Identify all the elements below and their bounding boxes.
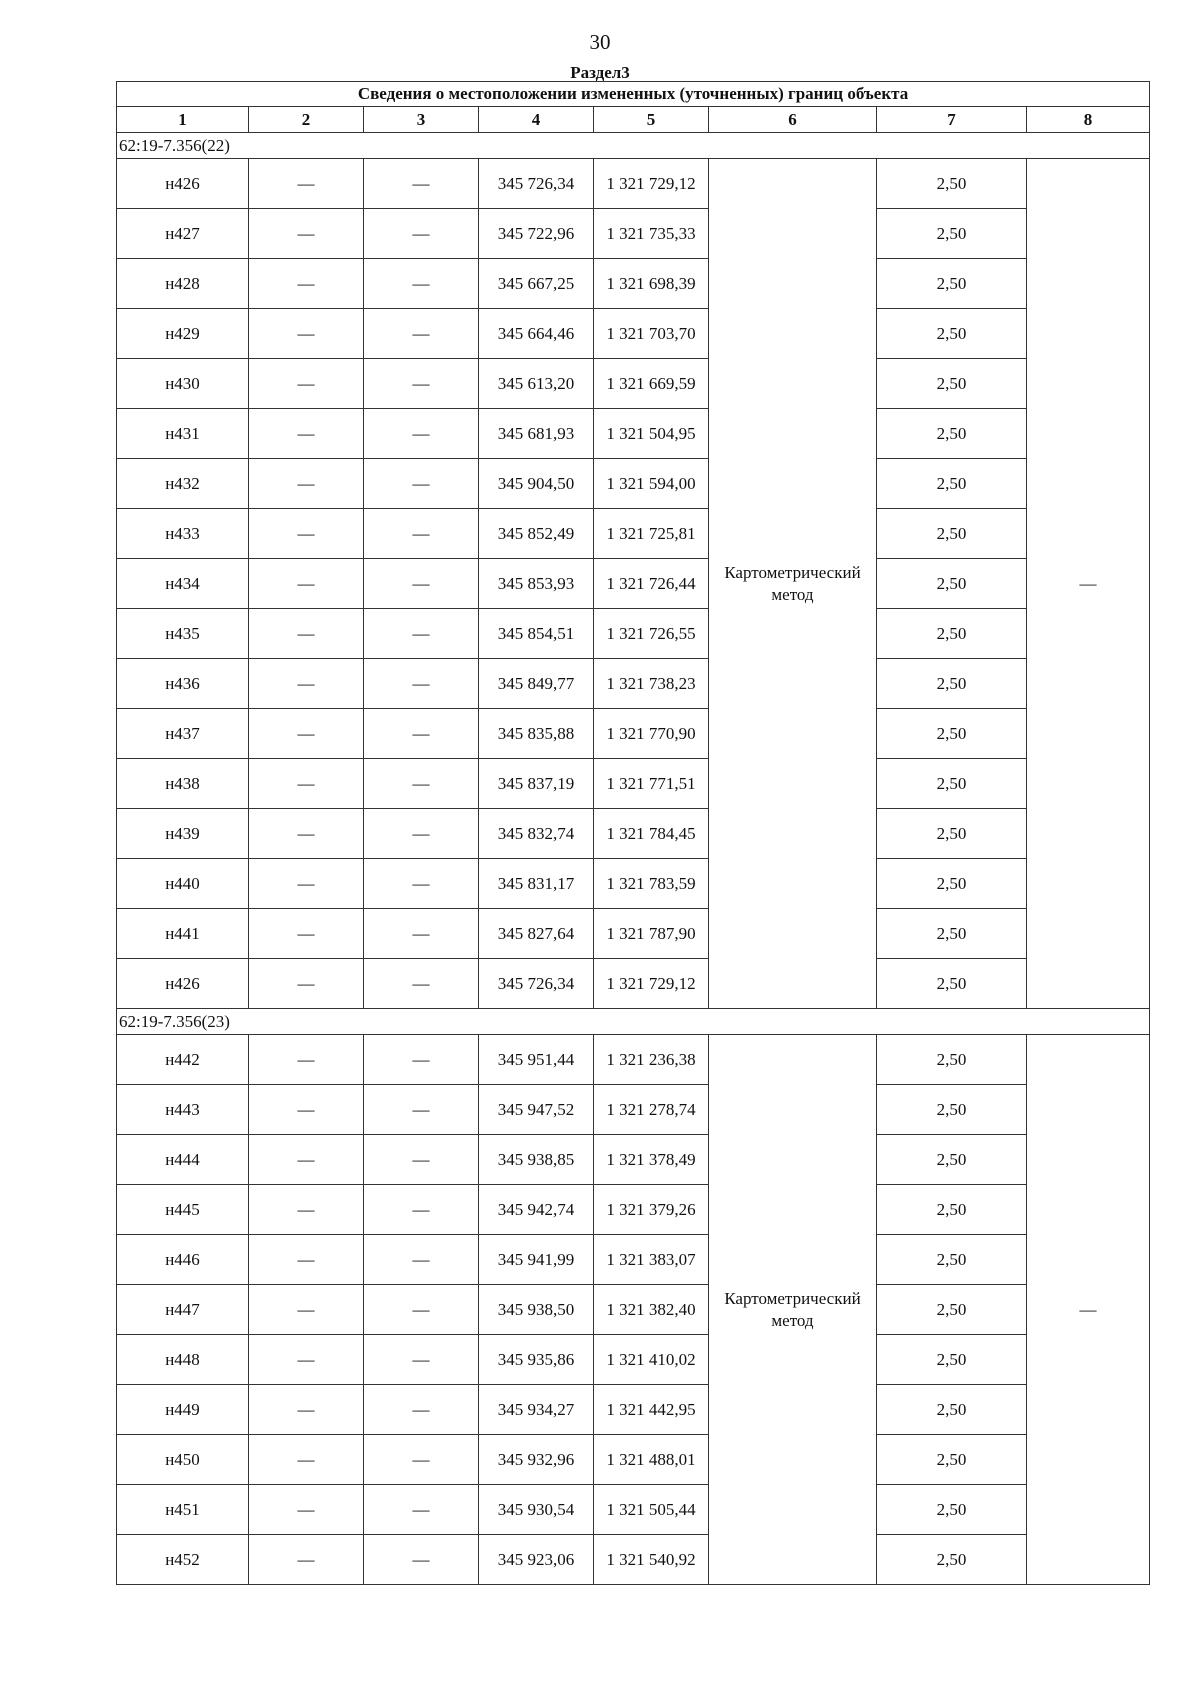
point-name-cell: н435 bbox=[117, 609, 249, 659]
x-coordinate-cell: 345 923,06 bbox=[479, 1535, 594, 1585]
table-row bbox=[117, 1185, 1150, 1235]
col2-cell: — bbox=[249, 1285, 364, 1335]
x-coordinate-cell: 345 726,34 bbox=[479, 959, 594, 1009]
col2-cell: — bbox=[249, 159, 364, 209]
col3-cell: — bbox=[364, 1335, 479, 1385]
col2-cell: — bbox=[249, 459, 364, 509]
col8-cell: — bbox=[1027, 159, 1150, 1009]
precision-cell: 2,50 bbox=[877, 459, 1027, 509]
x-coordinate-cell: 345 930,54 bbox=[479, 1485, 594, 1535]
col3-cell: — bbox=[364, 409, 479, 459]
x-coordinate-cell: 345 852,49 bbox=[479, 509, 594, 559]
point-name-cell: н438 bbox=[117, 759, 249, 809]
y-coordinate-cell: 1 321 783,59 bbox=[594, 859, 709, 909]
table-row bbox=[117, 209, 1150, 259]
col3-cell: — bbox=[364, 1485, 479, 1535]
col2-cell: — bbox=[249, 1135, 364, 1185]
method-cell: Картометрический метод bbox=[709, 159, 877, 1009]
table-row bbox=[117, 159, 1150, 209]
col3-cell: — bbox=[364, 1285, 479, 1335]
point-name-cell: н427 bbox=[117, 209, 249, 259]
point-name-cell: н445 bbox=[117, 1185, 249, 1235]
point-name-cell: н448 bbox=[117, 1335, 249, 1385]
parcel-id: 62:19-7.356(23) bbox=[117, 1009, 1150, 1035]
precision-cell: 2,50 bbox=[877, 1035, 1027, 1085]
y-coordinate-cell: 1 321 378,49 bbox=[594, 1135, 709, 1185]
col3-cell: — bbox=[364, 1035, 479, 1085]
col3-cell: — bbox=[364, 159, 479, 209]
precision-cell: 2,50 bbox=[877, 309, 1027, 359]
column-header: 4 bbox=[479, 107, 594, 133]
x-coordinate-cell: 345 938,50 bbox=[479, 1285, 594, 1335]
col3-cell: — bbox=[364, 209, 479, 259]
point-name-cell: н444 bbox=[117, 1135, 249, 1185]
col2-cell: — bbox=[249, 909, 364, 959]
table-row bbox=[117, 809, 1150, 859]
col2-cell: — bbox=[249, 1185, 364, 1235]
precision-cell: 2,50 bbox=[877, 1485, 1027, 1535]
x-coordinate-cell: 345 853,93 bbox=[479, 559, 594, 609]
col3-cell: — bbox=[364, 1235, 479, 1285]
column-header: 1 bbox=[117, 107, 249, 133]
column-header: 8 bbox=[1027, 107, 1150, 133]
table-row bbox=[117, 959, 1150, 1009]
col3-cell: — bbox=[364, 359, 479, 409]
col2-cell: — bbox=[249, 809, 364, 859]
col3-cell: — bbox=[364, 909, 479, 959]
x-coordinate-cell: 345 726,34 bbox=[479, 159, 594, 209]
precision-cell: 2,50 bbox=[877, 909, 1027, 959]
col2-cell: — bbox=[249, 509, 364, 559]
y-coordinate-cell: 1 321 784,45 bbox=[594, 809, 709, 859]
point-name-cell: н428 bbox=[117, 259, 249, 309]
col2-cell: — bbox=[249, 359, 364, 409]
x-coordinate-cell: 345 849,77 bbox=[479, 659, 594, 709]
table-row bbox=[117, 1335, 1150, 1385]
point-name-cell: н432 bbox=[117, 459, 249, 509]
x-coordinate-cell: 345 667,25 bbox=[479, 259, 594, 309]
col3-cell: — bbox=[364, 259, 479, 309]
point-name-cell: н426 bbox=[117, 159, 249, 209]
x-coordinate-cell: 345 941,99 bbox=[479, 1235, 594, 1285]
table-row bbox=[117, 609, 1150, 659]
point-name-cell: н430 bbox=[117, 359, 249, 409]
table-row bbox=[117, 1435, 1150, 1485]
precision-cell: 2,50 bbox=[877, 1535, 1027, 1585]
point-name-cell: н426 bbox=[117, 959, 249, 1009]
table-row bbox=[117, 1535, 1150, 1585]
y-coordinate-cell: 1 321 382,40 bbox=[594, 1285, 709, 1335]
table-caption-row bbox=[117, 82, 1150, 107]
x-coordinate-cell: 345 934,27 bbox=[479, 1385, 594, 1435]
table-row bbox=[117, 859, 1150, 909]
table-body bbox=[117, 82, 1150, 1585]
y-coordinate-cell: 1 321 488,01 bbox=[594, 1435, 709, 1485]
y-coordinate-cell: 1 321 725,81 bbox=[594, 509, 709, 559]
point-name-cell: н434 bbox=[117, 559, 249, 609]
col2-cell: — bbox=[249, 1535, 364, 1585]
col2-cell: — bbox=[249, 659, 364, 709]
y-coordinate-cell: 1 321 698,39 bbox=[594, 259, 709, 309]
precision-cell: 2,50 bbox=[877, 1235, 1027, 1285]
col3-cell: — bbox=[364, 1535, 479, 1585]
precision-cell: 2,50 bbox=[877, 609, 1027, 659]
precision-cell: 2,50 bbox=[877, 759, 1027, 809]
y-coordinate-cell: 1 321 726,55 bbox=[594, 609, 709, 659]
point-name-cell: н440 bbox=[117, 859, 249, 909]
table-row bbox=[117, 559, 1150, 609]
col3-cell: — bbox=[364, 1435, 479, 1485]
col3-cell: — bbox=[364, 959, 479, 1009]
col3-cell: — bbox=[364, 709, 479, 759]
precision-cell: 2,50 bbox=[877, 409, 1027, 459]
boundary-coordinates-table bbox=[116, 81, 1150, 1585]
point-name-cell: н429 bbox=[117, 309, 249, 359]
y-coordinate-cell: 1 321 442,95 bbox=[594, 1385, 709, 1435]
x-coordinate-cell: 345 722,96 bbox=[479, 209, 594, 259]
y-coordinate-cell: 1 321 770,90 bbox=[594, 709, 709, 759]
column-header: 6 bbox=[709, 107, 877, 133]
col3-cell: — bbox=[364, 859, 479, 909]
col2-cell: — bbox=[249, 409, 364, 459]
x-coordinate-cell: 345 942,74 bbox=[479, 1185, 594, 1235]
y-coordinate-cell: 1 321 278,74 bbox=[594, 1085, 709, 1135]
x-coordinate-cell: 345 831,17 bbox=[479, 859, 594, 909]
x-coordinate-cell: 345 613,20 bbox=[479, 359, 594, 409]
x-coordinate-cell: 345 947,52 bbox=[479, 1085, 594, 1135]
x-coordinate-cell: 345 832,74 bbox=[479, 809, 594, 859]
point-name-cell: н436 bbox=[117, 659, 249, 709]
column-header: 2 bbox=[249, 107, 364, 133]
point-name-cell: н433 bbox=[117, 509, 249, 559]
column-header: 7 bbox=[877, 107, 1027, 133]
y-coordinate-cell: 1 321 594,00 bbox=[594, 459, 709, 509]
table-row bbox=[117, 509, 1150, 559]
precision-cell: 2,50 bbox=[877, 559, 1027, 609]
col2-cell: — bbox=[249, 1385, 364, 1435]
table-row bbox=[117, 1285, 1150, 1335]
y-coordinate-cell: 1 321 236,38 bbox=[594, 1035, 709, 1085]
x-coordinate-cell: 345 827,64 bbox=[479, 909, 594, 959]
y-coordinate-cell: 1 321 703,70 bbox=[594, 309, 709, 359]
col3-cell: — bbox=[364, 309, 479, 359]
precision-cell: 2,50 bbox=[877, 1385, 1027, 1435]
y-coordinate-cell: 1 321 771,51 bbox=[594, 759, 709, 809]
point-name-cell: н450 bbox=[117, 1435, 249, 1485]
table-row bbox=[117, 1085, 1150, 1135]
table-row bbox=[117, 909, 1150, 959]
col3-cell: — bbox=[364, 559, 479, 609]
group-header-row bbox=[117, 1009, 1150, 1035]
precision-cell: 2,50 bbox=[877, 359, 1027, 409]
col3-cell: — bbox=[364, 509, 479, 559]
precision-cell: 2,50 bbox=[877, 509, 1027, 559]
y-coordinate-cell: 1 321 787,90 bbox=[594, 909, 709, 959]
col2-cell: — bbox=[249, 209, 364, 259]
col3-cell: — bbox=[364, 759, 479, 809]
col2-cell: — bbox=[249, 1335, 364, 1385]
point-name-cell: н442 bbox=[117, 1035, 249, 1085]
x-coordinate-cell: 345 938,85 bbox=[479, 1135, 594, 1185]
col3-cell: — bbox=[364, 459, 479, 509]
table-row bbox=[117, 1485, 1150, 1535]
col2-cell: — bbox=[249, 609, 364, 659]
y-coordinate-cell: 1 321 729,12 bbox=[594, 159, 709, 209]
table-header-row bbox=[117, 107, 1150, 133]
x-coordinate-cell: 345 837,19 bbox=[479, 759, 594, 809]
section-title: Раздел3 bbox=[570, 63, 630, 82]
page-number: 30 bbox=[589, 30, 611, 54]
x-coordinate-cell: 345 854,51 bbox=[479, 609, 594, 659]
col3-cell: — bbox=[364, 1135, 479, 1185]
table-row bbox=[117, 1135, 1150, 1185]
y-coordinate-cell: 1 321 505,44 bbox=[594, 1485, 709, 1535]
y-coordinate-cell: 1 321 379,26 bbox=[594, 1185, 709, 1235]
parcel-id: 62:19-7.356(22) bbox=[117, 133, 1150, 159]
column-header: 5 bbox=[594, 107, 709, 133]
col2-cell: — bbox=[249, 309, 364, 359]
col2-cell: — bbox=[249, 1085, 364, 1135]
x-coordinate-cell: 345 904,50 bbox=[479, 459, 594, 509]
y-coordinate-cell: 1 321 383,07 bbox=[594, 1235, 709, 1285]
precision-cell: 2,50 bbox=[877, 659, 1027, 709]
precision-cell: 2,50 bbox=[877, 959, 1027, 1009]
precision-cell: 2,50 bbox=[877, 1085, 1027, 1135]
point-name-cell: н446 bbox=[117, 1235, 249, 1285]
table-row bbox=[117, 759, 1150, 809]
col2-cell: — bbox=[249, 1435, 364, 1485]
y-coordinate-cell: 1 321 735,33 bbox=[594, 209, 709, 259]
table-row bbox=[117, 309, 1150, 359]
precision-cell: 2,50 bbox=[877, 809, 1027, 859]
table-row bbox=[117, 709, 1150, 759]
precision-cell: 2,50 bbox=[877, 709, 1027, 759]
col2-cell: — bbox=[249, 759, 364, 809]
precision-cell: 2,50 bbox=[877, 1135, 1027, 1185]
y-coordinate-cell: 1 321 729,12 bbox=[594, 959, 709, 1009]
col3-cell: — bbox=[364, 1385, 479, 1435]
y-coordinate-cell: 1 321 726,44 bbox=[594, 559, 709, 609]
table-caption: Сведения о местоположении измененных (уточненных) границ объекта bbox=[117, 82, 1150, 107]
y-coordinate-cell: 1 321 504,95 bbox=[594, 409, 709, 459]
table-row bbox=[117, 359, 1150, 409]
col3-cell: — bbox=[364, 1085, 479, 1135]
point-name-cell: н451 bbox=[117, 1485, 249, 1535]
table-row bbox=[117, 1385, 1150, 1435]
y-coordinate-cell: 1 321 410,02 bbox=[594, 1335, 709, 1385]
precision-cell: 2,50 bbox=[877, 1335, 1027, 1385]
x-coordinate-cell: 345 664,46 bbox=[479, 309, 594, 359]
col3-cell: — bbox=[364, 609, 479, 659]
col2-cell: — bbox=[249, 1485, 364, 1535]
col2-cell: — bbox=[249, 1035, 364, 1085]
y-coordinate-cell: 1 321 669,59 bbox=[594, 359, 709, 409]
y-coordinate-cell: 1 321 540,92 bbox=[594, 1535, 709, 1585]
point-name-cell: н439 bbox=[117, 809, 249, 859]
point-name-cell: н431 bbox=[117, 409, 249, 459]
table-row bbox=[117, 409, 1150, 459]
col3-cell: — bbox=[364, 659, 479, 709]
col3-cell: — bbox=[364, 809, 479, 859]
point-name-cell: н441 bbox=[117, 909, 249, 959]
col2-cell: — bbox=[249, 709, 364, 759]
col3-cell: — bbox=[364, 1185, 479, 1235]
x-coordinate-cell: 345 932,96 bbox=[479, 1435, 594, 1485]
col2-cell: — bbox=[249, 1235, 364, 1285]
precision-cell: 2,50 bbox=[877, 1285, 1027, 1335]
x-coordinate-cell: 345 835,88 bbox=[479, 709, 594, 759]
table-row bbox=[117, 259, 1150, 309]
x-coordinate-cell: 345 935,86 bbox=[479, 1335, 594, 1385]
x-coordinate-cell: 345 681,93 bbox=[479, 409, 594, 459]
method-cell: Картометрический метод bbox=[709, 1035, 877, 1585]
precision-cell: 2,50 bbox=[877, 209, 1027, 259]
point-name-cell: н447 bbox=[117, 1285, 249, 1335]
table-row bbox=[117, 1035, 1150, 1085]
precision-cell: 2,50 bbox=[877, 159, 1027, 209]
precision-cell: 2,50 bbox=[877, 859, 1027, 909]
col2-cell: — bbox=[249, 859, 364, 909]
precision-cell: 2,50 bbox=[877, 1185, 1027, 1235]
point-name-cell: н452 bbox=[117, 1535, 249, 1585]
table-row bbox=[117, 659, 1150, 709]
col2-cell: — bbox=[249, 959, 364, 1009]
table-row bbox=[117, 1235, 1150, 1285]
point-name-cell: н449 bbox=[117, 1385, 249, 1435]
point-name-cell: н437 bbox=[117, 709, 249, 759]
point-name-cell: н443 bbox=[117, 1085, 249, 1135]
col8-cell: — bbox=[1027, 1035, 1150, 1585]
table-row bbox=[117, 459, 1150, 509]
group-header-row bbox=[117, 133, 1150, 159]
precision-cell: 2,50 bbox=[877, 259, 1027, 309]
column-header: 3 bbox=[364, 107, 479, 133]
col2-cell: — bbox=[249, 559, 364, 609]
y-coordinate-cell: 1 321 738,23 bbox=[594, 659, 709, 709]
x-coordinate-cell: 345 951,44 bbox=[479, 1035, 594, 1085]
col2-cell: — bbox=[249, 259, 364, 309]
precision-cell: 2,50 bbox=[877, 1435, 1027, 1485]
